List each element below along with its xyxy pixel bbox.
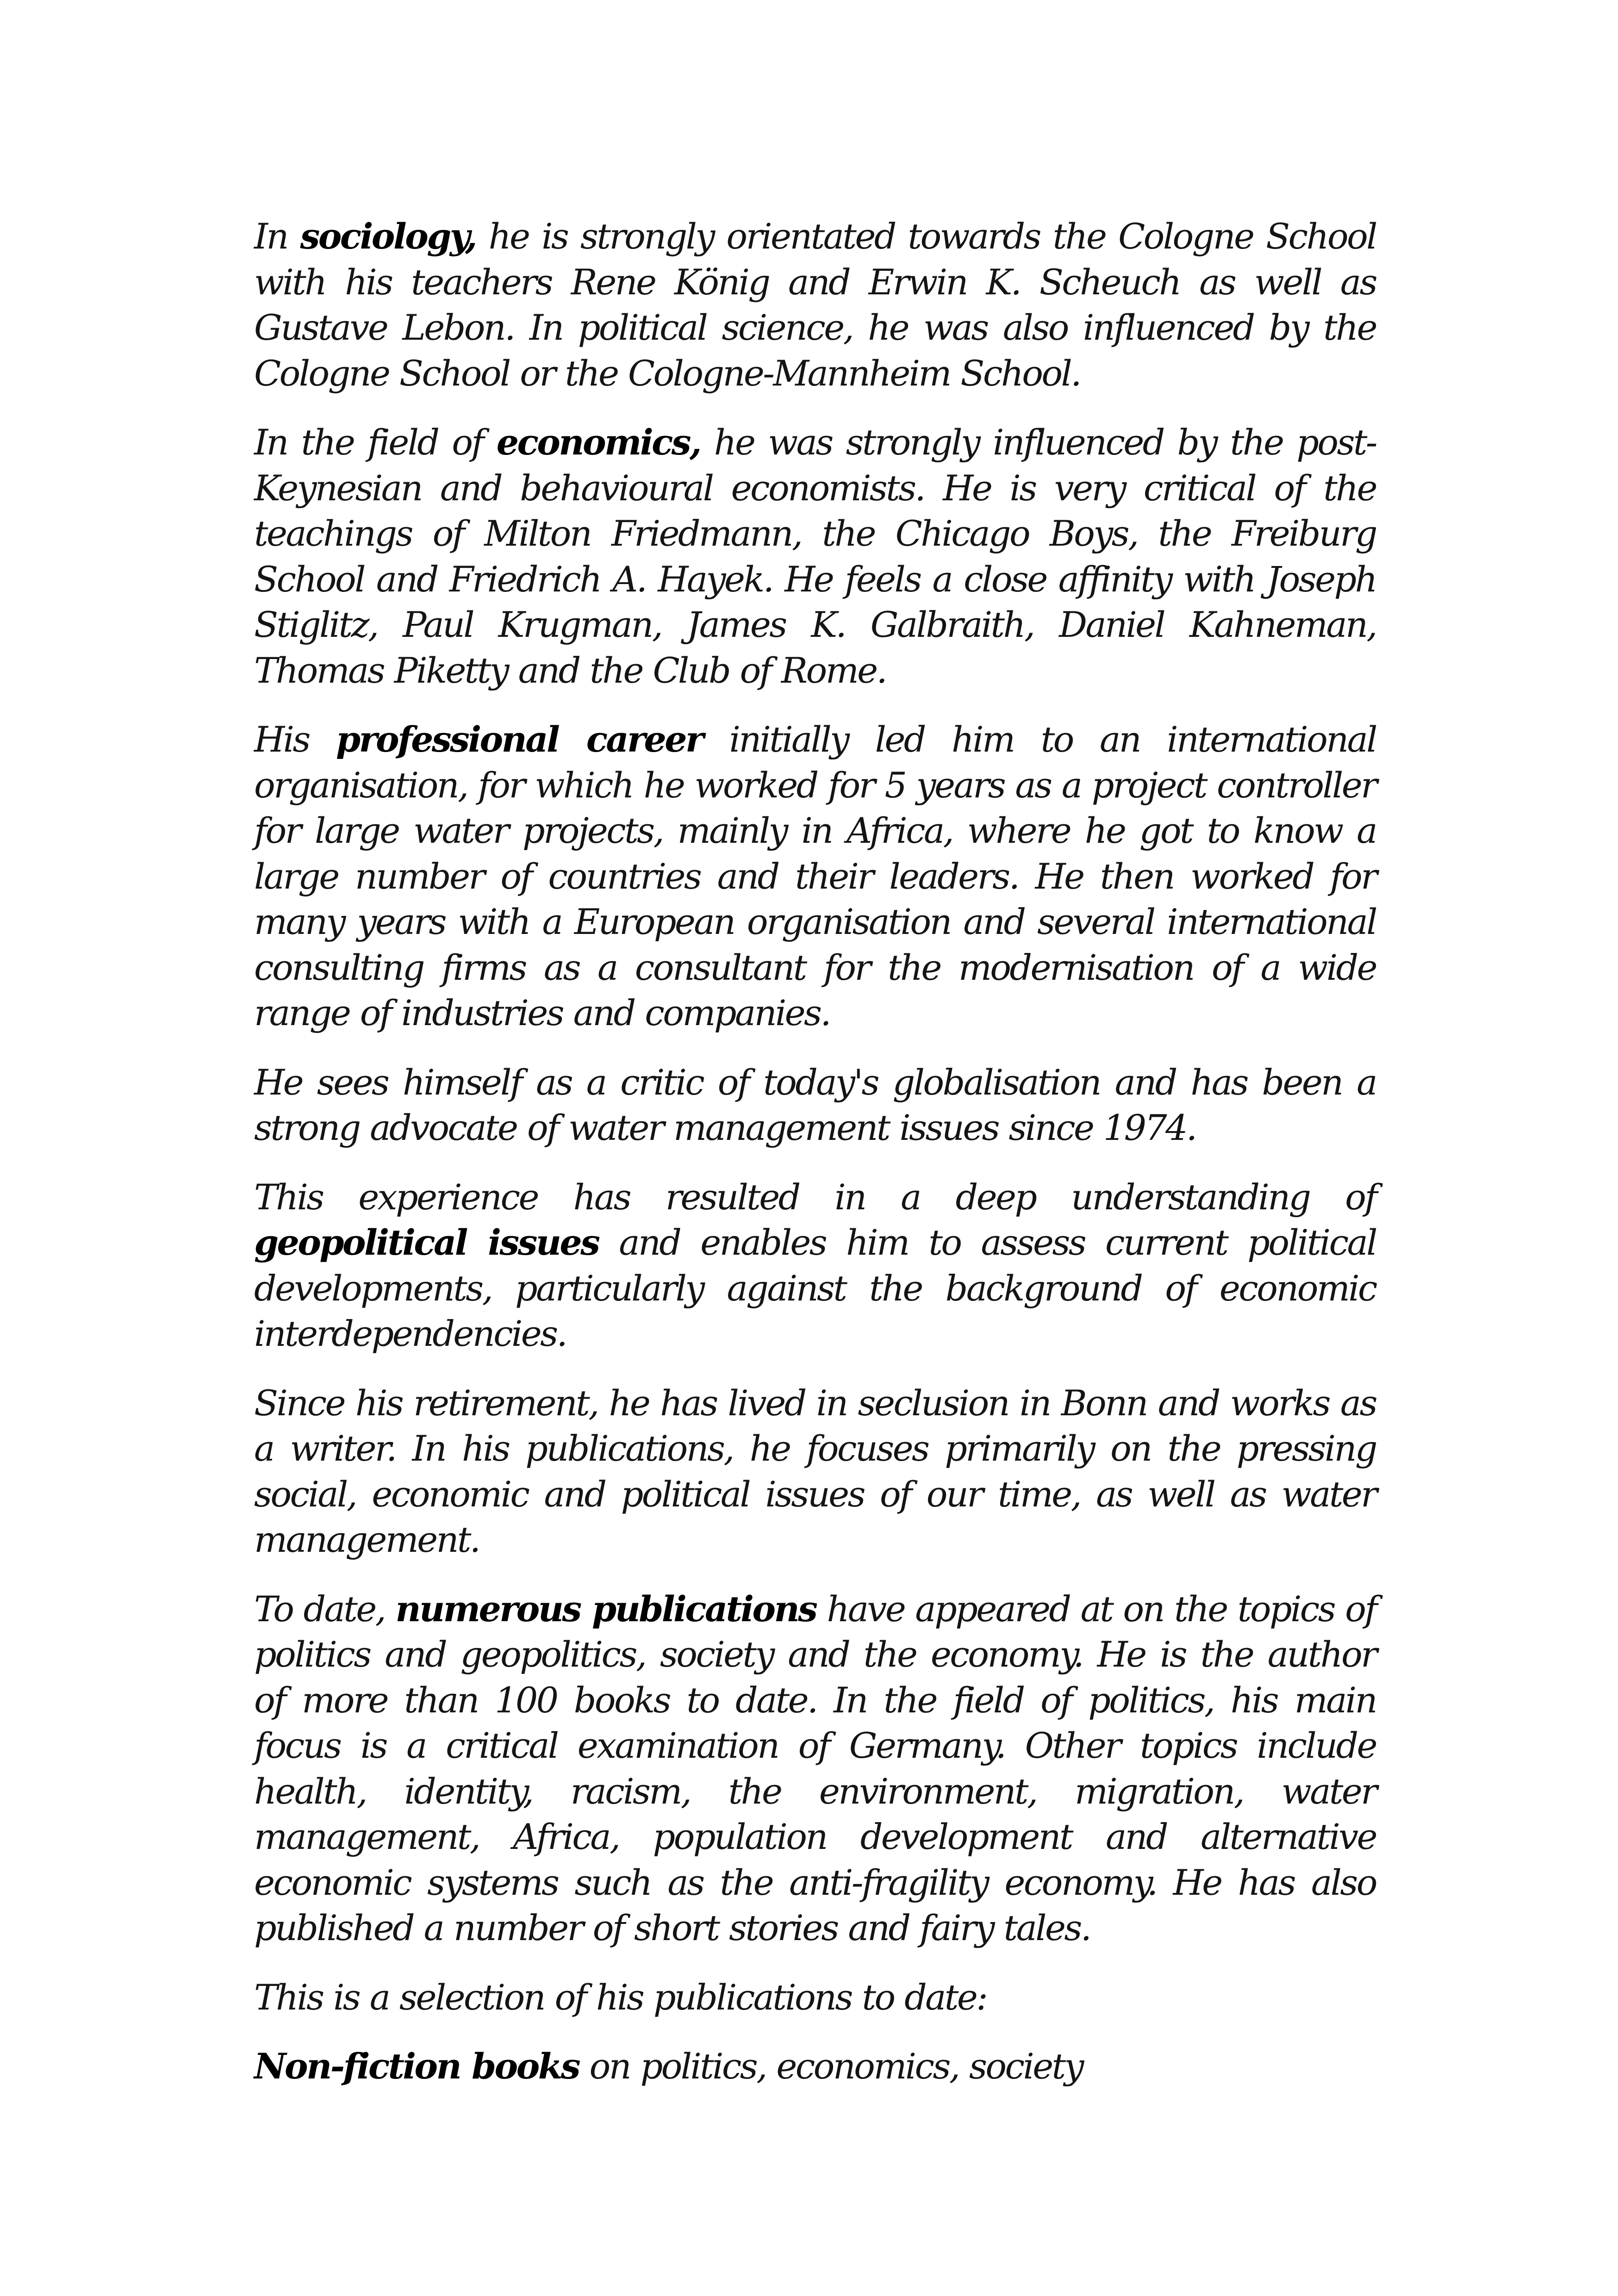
paragraph-economics: In the field of economics, he was strongly influenced by the post-Keynesian and behavioural economists. He is very critical of the teachings of Milton Friedmann, the Chicago Boys, the Freiburg School and Friedrich A. Hayek. He feels a close affinity with Joseph Stiglitz, Paul Krugman, James K. Galbraith, Daniel Kahneman, Thomas Piketty and the Club of Rome. [254,422,1376,691]
body-text [254,214,1376,2113]
bold-term-geopolitical-issues: geopolitical issues [254,1222,599,1263]
bold-term-sociology: sociology, [300,216,476,257]
paragraph-globalisation: He sees himself as a critic of today's globalisation and has been a strong advocate of water management issues since 1974. [254,1061,1376,1148]
bold-term-economics: economics, [496,422,700,463]
paragraph-sociology: In sociology, he is strongly orientated towards the Cologne School with his teachers Rene König and Erwin K. Scheuch as well as Gustave Lebon. In political science, he was also influenced by the Cologne School or the Cologne-Mannheim School. [254,216,1376,394]
bold-term-professional-career: professional career [336,719,703,760]
paragraph-geopolitical-issues: This experience has resulted in a deep understanding of geopolitical issues and enables him to assess current political developments, particularly against the background of economic interdependencies. [254,1176,1376,1354]
paragraph-non-fiction-heading: Non-fiction books on politics, economics, society [254,2046,1083,2087]
paragraph-professional-career: His professional career initially led him to an international organisation, for which he worked for 5 years as a project controller for large water projects, mainly in Africa, where he got to know a large number of countries and their leaders. He then worked for many years with a European organisation and several international consulting firms as a consultant for the modernisation of a wide range of industries and companies. [254,719,1376,1033]
paragraph-retirement: Since his retirement, he has lived in seclusion in Bonn and works as a writer. In his publications, he focuses primarily on the pressing social, economic and political issues of our time, as well as water management. [254,1382,1376,1560]
bold-term-numerous-publications: numerous publications [395,1588,816,1630]
bold-term-non-fiction-books: Non-fiction books [254,2046,579,2087]
paragraph-selection-intro: This is a selection of his publications to date: [254,1976,987,2018]
paragraph-publications: To date, numerous publications have appeared at on the topics of politics and geopolitics, society and the economy. He is the author of more than 100 books to date. In the field of politics, his main focus is a critical examination of Germany. Other topics include health, identity, racism, the environment, migration, water management, Africa, population development and alternative economic systems such as the anti-fragility economy. He has also published a number of short stories and fairy tales. [254,1588,1376,1948]
